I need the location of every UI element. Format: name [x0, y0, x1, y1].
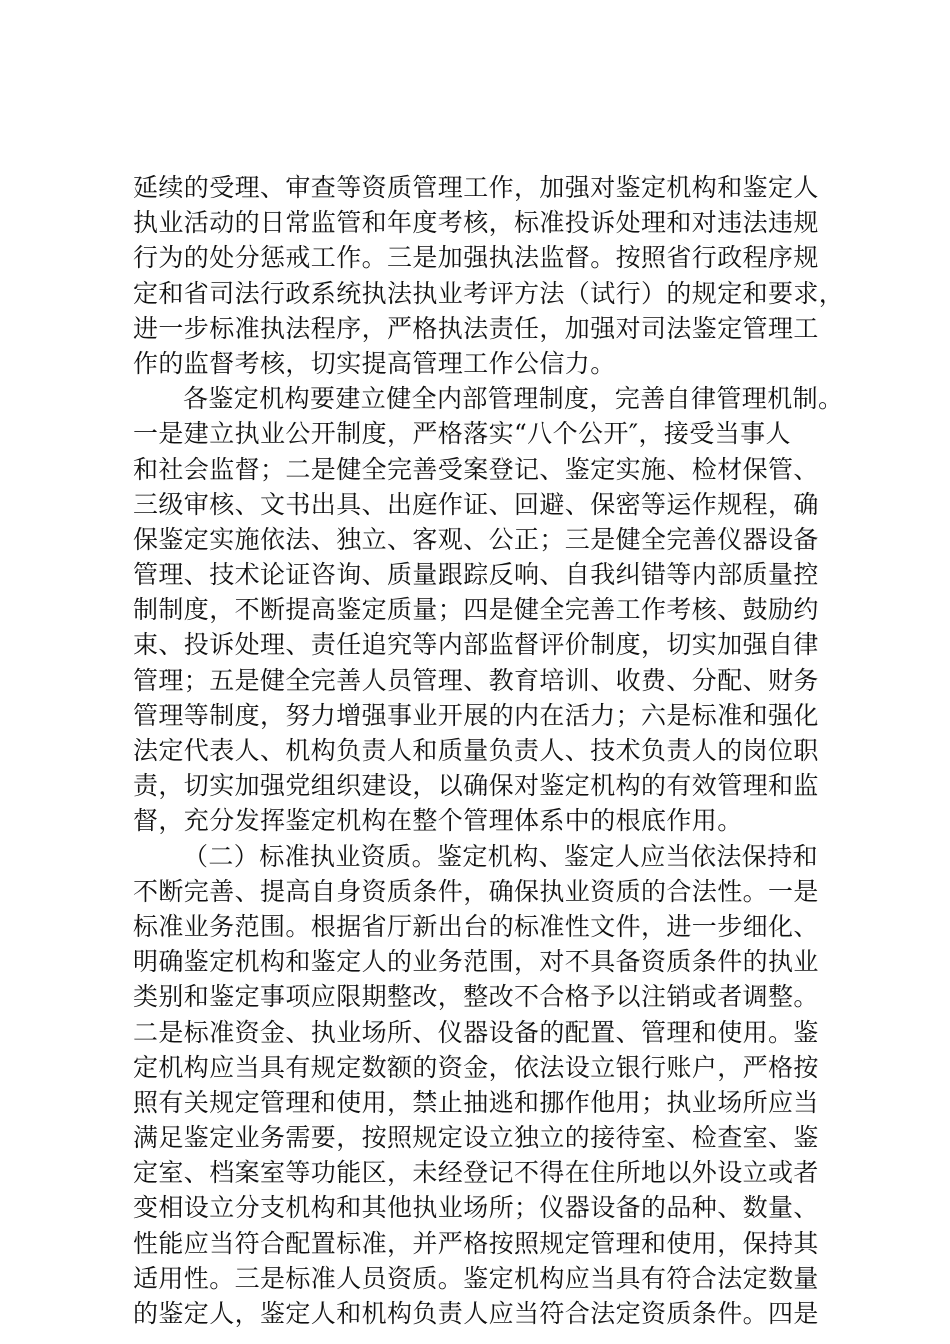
text-line: 管理；五是健全完善人员管理、教育培训、收费、分配、财务 — [133, 665, 819, 695]
text-line: 制制度，不断提高鉴定质量；四是健全完善工作考核、鼓励约 — [133, 595, 819, 625]
text-line: 督，充分发挥鉴定机构在整个管理体系中的根底作用。 — [133, 806, 743, 836]
text-line: 标准业务范围。根据省厅新出台的标准性文件，进一步细化、 — [133, 911, 819, 941]
text-line: 明确鉴定机构和鉴定人的业务范围，对不具备资质条件的执业 — [133, 947, 819, 977]
text-line: 类别和鉴定事项应限期整改，整改不合格予以注销或者调整。 — [133, 982, 819, 1012]
text-line: 定和省司法行政系统执法执业考评方法（试行）的规定和要求， — [133, 278, 845, 308]
text-line: 法定代表人、机构负责人和质量负责人、技术负责人的岗位职 — [133, 736, 819, 765]
paragraph-start-line: （二）标准执业资质。鉴定机构、鉴定人应当依法保持和 — [183, 841, 819, 871]
text-line: 定室、档案室等功能区，未经登记不得在住所地以外设立或者 — [133, 1158, 819, 1188]
text-line: 定机构应当具有规定数额的资金，依法设立银行账户，严格按 — [133, 1052, 819, 1082]
body-text — [133, 170, 845, 1331]
text-line: 三级审核、文书出具、出庭作证、回避、保密等运作规程，确 — [133, 489, 819, 519]
text-line: 延续的受理、审查等资质管理工作，加强对鉴定机构和鉴定人 — [133, 173, 819, 202]
text-line: 性能应当符合配置标准，并严格按照规定管理和使用，保持其 — [133, 1228, 819, 1258]
text-line: 责，切实加强党组织建设，以确保对鉴定机构的有效管理和监 — [133, 771, 819, 801]
text-line: 执业活动的日常监管和年度考核，标准投诉处理和对违法违规 — [133, 208, 819, 238]
text-line: 和社会监督；二是健全完善受案登记、鉴定实施、检材保管、 — [133, 454, 819, 484]
text-line: 束、投诉处理、责任追究等内部监督评价制度，切实加强自律 — [133, 630, 819, 660]
paragraph-start-line: 各鉴定机构要建立健全内部管理制度，完善自律管理机制。 — [183, 384, 844, 414]
text-line: 不断完善、提高自身资质条件，确保执业资质的合法性。一是 — [133, 876, 819, 906]
text-line: 作的监督考核，切实提高管理工作公信力。 — [133, 348, 616, 378]
text-line: 一是建立执业公开制度，严格落实“八个公开″，接受当事人 — [133, 419, 791, 449]
text-line: 满足鉴定业务需要，按照规定设立独立的接待室、检查室、鉴 — [133, 1123, 819, 1153]
text-line: 行为的处分惩戒工作。三是加强执法监督。按照省行政程序规 — [133, 243, 819, 273]
text-line: 变相设立分支机构和其他执业场所；仪器设备的品种、数量、 — [133, 1193, 819, 1223]
text-line: 适用性。三是标准人员资质。鉴定机构应当具有符合法定数量 — [133, 1263, 819, 1293]
text-line: 管理等制度，努力增强事业开展的内在活力；六是标准和强化 — [133, 700, 819, 730]
text-line: 的鉴定人，鉴定人和机构负责人应当符合法定资质条件。四是 — [133, 1299, 819, 1328]
text-line: 进一步标准执法程序，严格执法责任，加强对司法鉴定管理工 — [133, 313, 819, 343]
text-line: 管理、技术论证咨询、质量跟踪反响、自我纠错等内部质量控 — [133, 560, 819, 590]
text-line: 保鉴定实施依法、独立、客观、公正；三是健全完善仪器设备 — [133, 524, 819, 554]
text-line: 二是标准资金、执业场所、仪器设备的配置、管理和使用。鉴 — [133, 1017, 819, 1047]
text-line: 照有关规定管理和使用，禁止抽逃和挪作他用；执业场所应当 — [133, 1087, 819, 1117]
